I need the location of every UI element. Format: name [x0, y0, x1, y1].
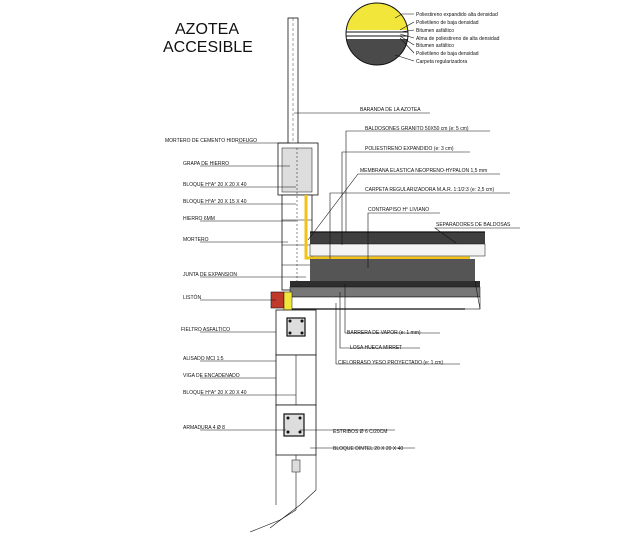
label-left: MORTERO DE CEMENTO HIDROFUGO [165, 138, 258, 144]
label-right: CIELORRASO YESO PROYECTADO (e: 1 cm) [338, 360, 444, 366]
label-left: MORTERO [183, 237, 209, 243]
title-line-2: ACCESIBLE [163, 39, 253, 56]
label-left: BLOQUE H°A° 20 X 20 X 40 [183, 390, 247, 396]
legend-label: Polietileno de baja densidad [416, 20, 479, 26]
label-right: MEMBRANA ELASTICA NEOPRENO-HYPALON 1,5 mm [360, 168, 488, 174]
layer-legend-circle [346, 3, 408, 69]
left-labels [165, 138, 257, 431]
label-left: HIERRO 6MM [183, 216, 215, 222]
label-right: BLOQUE DINTEL 20 X 20 X 40 [333, 446, 404, 452]
label-left: GRAPA DE HIERRO [183, 161, 230, 167]
label-left: BLOQUE H°A° 20 X 15 X 40 [183, 199, 247, 205]
ceiling-plaster [290, 297, 480, 309]
legend-label: Polietileno de baja densidad [416, 51, 479, 57]
railing-post [288, 18, 298, 150]
label-right: POLIESTIRENO EXPANDIDO (e: 3 cm) [365, 146, 454, 152]
label-left: FIELTRO ASFALTICO [181, 327, 230, 333]
granite-tiles [310, 232, 485, 244]
label-right: BALDOSONES GRANITO 50X50 cm (e: 5 cm) [365, 126, 469, 132]
legend-foam-layer [346, 3, 408, 30]
label-left: ALISADO MCI 1:5 [183, 356, 224, 362]
label-left: LISTÓN [183, 295, 202, 301]
legend-label: Carpeta regularizadora [416, 59, 468, 65]
lightweight-screed [310, 259, 475, 281]
legend-labels [416, 12, 500, 65]
legend-label: Bitumen asfáltico [416, 28, 455, 34]
label-right: CONTRAPISO H° LIVIANO [368, 207, 430, 213]
polystyrene-layer [310, 244, 485, 256]
label-right: BARANDA DE LA AZOTEA [360, 107, 421, 113]
label-left: ARMADURA 4 Ø 8 [183, 425, 225, 431]
legend-label: Bitumen asfáltico [416, 43, 455, 49]
label-right: SEPARADORES DE BALDOSAS [436, 222, 511, 228]
label-right: LOSA HUECA MIRRET [350, 345, 403, 351]
roof-layers [290, 232, 485, 309]
label-right: CARPETA REGULARIZADORA M.A.R. 1:1/2:3 (e: 2,5 cm) [365, 187, 495, 193]
label-left: BLOQUE H°A° 20 X 20 X 40 [183, 182, 247, 188]
label-right: BARRERA DE VAPOR (e: 1 mm) [347, 330, 421, 336]
label-right: ESTRIBOS Ø 6 C/20CM [333, 429, 388, 435]
label-left: VIGA DE ENCADENADO [183, 373, 240, 379]
legend-label: Alma de poliestireno de alta densidad [416, 36, 500, 42]
label-left: JUNTA DE EXPANSION [183, 272, 237, 278]
title-line-1: AZOTEA [175, 21, 240, 38]
wall-below [250, 355, 316, 532]
legend-label: Poliestireno expandido alta densidad [416, 12, 498, 18]
bond-beam [276, 310, 316, 355]
hollow-slab [290, 287, 480, 297]
vapour-barrier [290, 281, 480, 287]
